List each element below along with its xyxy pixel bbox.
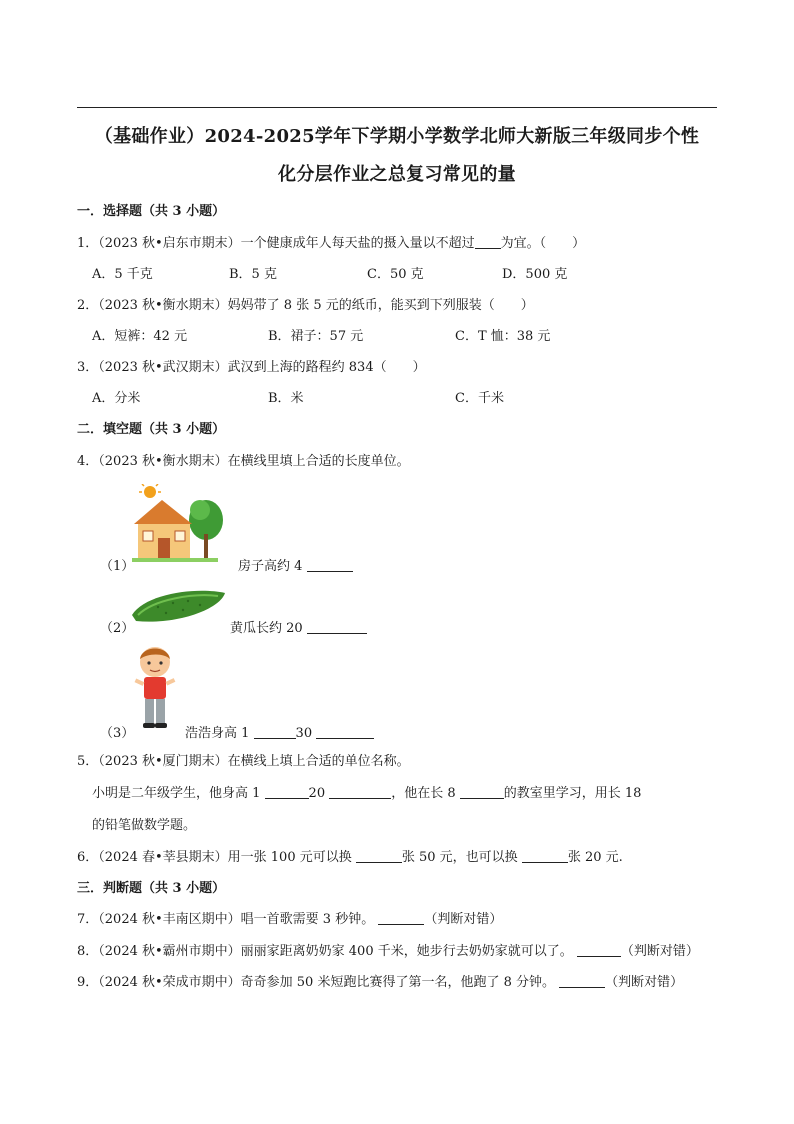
q4-item-2-text: 黄瓜长约 20: [230, 621, 303, 636]
blank: [559, 975, 605, 988]
blank: [307, 621, 367, 634]
q4-item-1-number: （1）: [100, 559, 135, 574]
blank: [378, 912, 424, 925]
q4-item-2-number: （2）: [100, 621, 135, 636]
q3-option-b: B．米: [268, 391, 304, 406]
q5-text-c: ，他在长 8: [391, 786, 456, 801]
blank: [356, 850, 402, 863]
blank: [265, 786, 309, 799]
q4-item-3: [185, 722, 374, 741]
section-heading-fill: 二．填空题（共 3 小题）: [77, 422, 226, 437]
q2-option-b: B．裙子：57 元: [268, 329, 364, 344]
house-icon: [128, 484, 224, 566]
q4-item-2: [230, 617, 367, 636]
q4-item-1-text: 房子高约 4: [238, 559, 303, 574]
q1-option-a: A．5 千克: [92, 267, 153, 282]
q8-judge: （判断对错）: [620, 944, 699, 959]
q5-text-a: 小明是二年级学生，他身高 1: [92, 786, 261, 801]
blank: [329, 786, 391, 799]
q5-text-b: 20: [308, 786, 326, 801]
blank: [254, 726, 296, 739]
q7-text: 7．（2024 秋•丰南区期中）唱一首歌需要 3 秒钟。: [77, 912, 375, 927]
question-5: 5．（2023 秋•厦门期末）在横线上填上合适的单位名称。: [77, 754, 410, 769]
blank: [316, 726, 374, 739]
question-4: 4．（2023 秋•衡水期末）在横线里填上合适的长度单位。: [77, 454, 410, 469]
q4-item-3-number: （3）: [100, 726, 135, 741]
q3-option-c: C．千米: [455, 391, 504, 406]
blank: [577, 944, 621, 957]
header-rule: [77, 107, 717, 108]
q6-text-a: 6．（2024 春•莘县期末）用一张 100 元可以换: [77, 850, 352, 865]
q6-text-c: 张 20 元.: [567, 850, 623, 865]
q5-line-2: 的铅笔做数学题。: [92, 818, 197, 833]
question-8: [77, 940, 699, 959]
q2-option-a: A．短裤：42 元: [92, 329, 188, 344]
q7-judge: （判断对错）: [424, 912, 503, 927]
blank: [307, 559, 353, 572]
question-9: [77, 971, 683, 990]
question-3: 3．（2023 秋•武汉期末）武汉到上海的路程约 834（ ）: [77, 360, 426, 375]
question-1-text: 1．（2023 秋•启东市期末）一个健康成年人每天盐的摄入量以不超过: [77, 236, 475, 251]
q9-text: 9．（2024 秋•荣成市期中）奇奇参加 50 米短跑比赛得了第一名，他跑了 8 分钟。: [77, 975, 555, 990]
question-2: 2．（2023 秋•衡水期末）妈妈带了 8 张 5 元的纸币，能买到下列服装（ ）: [77, 298, 534, 313]
q9-judge: （判断对错）: [605, 975, 684, 990]
blank: [460, 786, 504, 799]
q3-option-a: A．分米: [92, 391, 141, 406]
q5-text-d: 的教室里学习，用长 18: [503, 786, 642, 801]
q1-option-d: D．500 克: [502, 267, 568, 282]
boy-icon: [128, 645, 182, 731]
page-title-line-2: 化分层作业之总复习常见的量: [278, 164, 516, 185]
q4-item-1: [238, 555, 353, 574]
blank: [522, 850, 568, 863]
section-heading-choice: 一．选择题（共 3 小题）: [77, 204, 226, 219]
question-1-text-end: 为宜。（ ）: [500, 236, 586, 251]
q1-option-c: C．50 克: [367, 267, 424, 282]
question-1: [77, 232, 585, 251]
q8-text: 8．（2024 秋•霸州市期中）丽丽家距离奶奶家 400 千米，她步行去奶奶家就可以了。: [77, 944, 573, 959]
q1-option-b: B．5 克: [229, 267, 277, 282]
q2-option-c: C．T 恤：38 元: [455, 329, 551, 344]
q6-text-b: 张 50 元，也可以换: [401, 850, 518, 865]
section-heading-judge: 三．判断题（共 3 小题）: [77, 881, 226, 896]
question-7: [77, 908, 502, 927]
q4-item-3-mid: 30: [295, 726, 313, 741]
q5-line-1: [92, 782, 641, 801]
cucumber-icon: [128, 585, 228, 627]
q4-item-3-text: 浩浩身高 1: [185, 726, 250, 741]
blank: [475, 236, 501, 249]
question-6: [77, 846, 623, 865]
page-title-line-1: （基础作业）2024-2025学年下学期小学数学北师大新版三年级同步个性: [94, 126, 700, 147]
